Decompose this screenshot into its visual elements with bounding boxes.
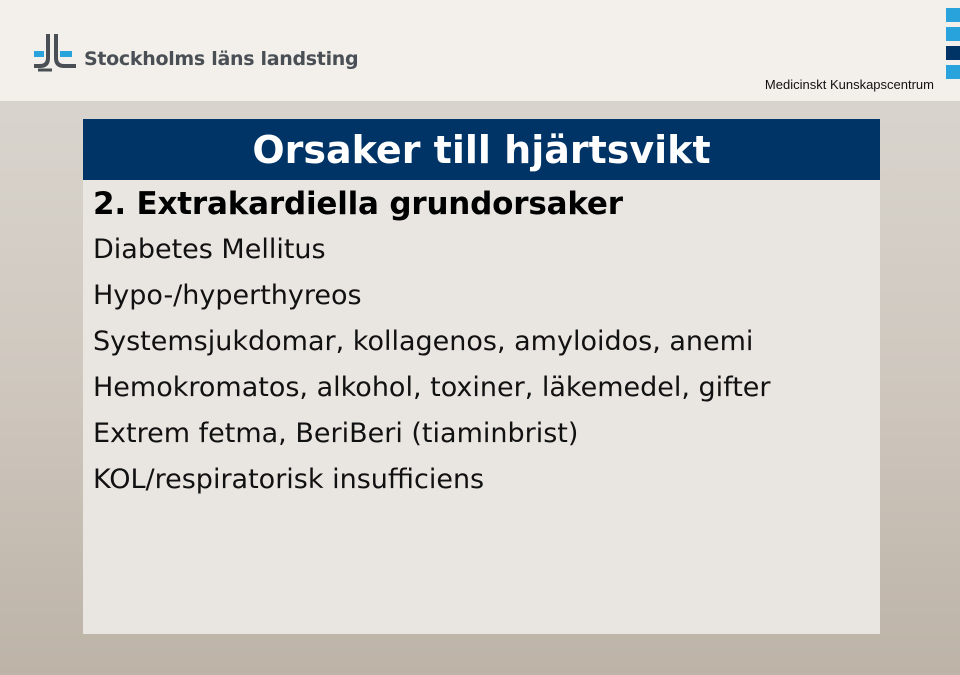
title-bar (83, 119, 880, 180)
square-icon (946, 46, 960, 60)
square-icon (946, 8, 960, 22)
list-item: KOL/respiratorisk insufficiens (93, 464, 485, 495)
list-item: Extrem fetma, BeriBeri (tiaminbrist) (93, 418, 579, 449)
cause-list (93, 232, 880, 498)
decorative-squares (946, 8, 960, 84)
square-icon (946, 27, 960, 41)
header-band (0, 0, 960, 101)
list-item: Hemokromatos, alkohol, toxiner, läkemedel, gifter (93, 372, 771, 403)
slide-subtitle: 2. Extrakardiella grundorsaker (93, 186, 623, 222)
list-item: Systemsjukdomar, kollagenos, amyloidos, anemi (93, 326, 754, 357)
slide-content-panel (83, 119, 880, 634)
sll-logo-icon (32, 32, 78, 72)
brand-name: Stockholms läns landsting (84, 48, 359, 70)
org-name: Medicinskt Kunskapscentrum (764, 77, 934, 92)
brand-logo (32, 32, 359, 74)
list-item: Hypo-/hyperthyreos (93, 280, 362, 311)
square-icon (946, 65, 960, 79)
slide-title: Orsaker till hjärtsvikt (252, 127, 711, 172)
list-item: Diabetes Mellitus (93, 234, 326, 265)
